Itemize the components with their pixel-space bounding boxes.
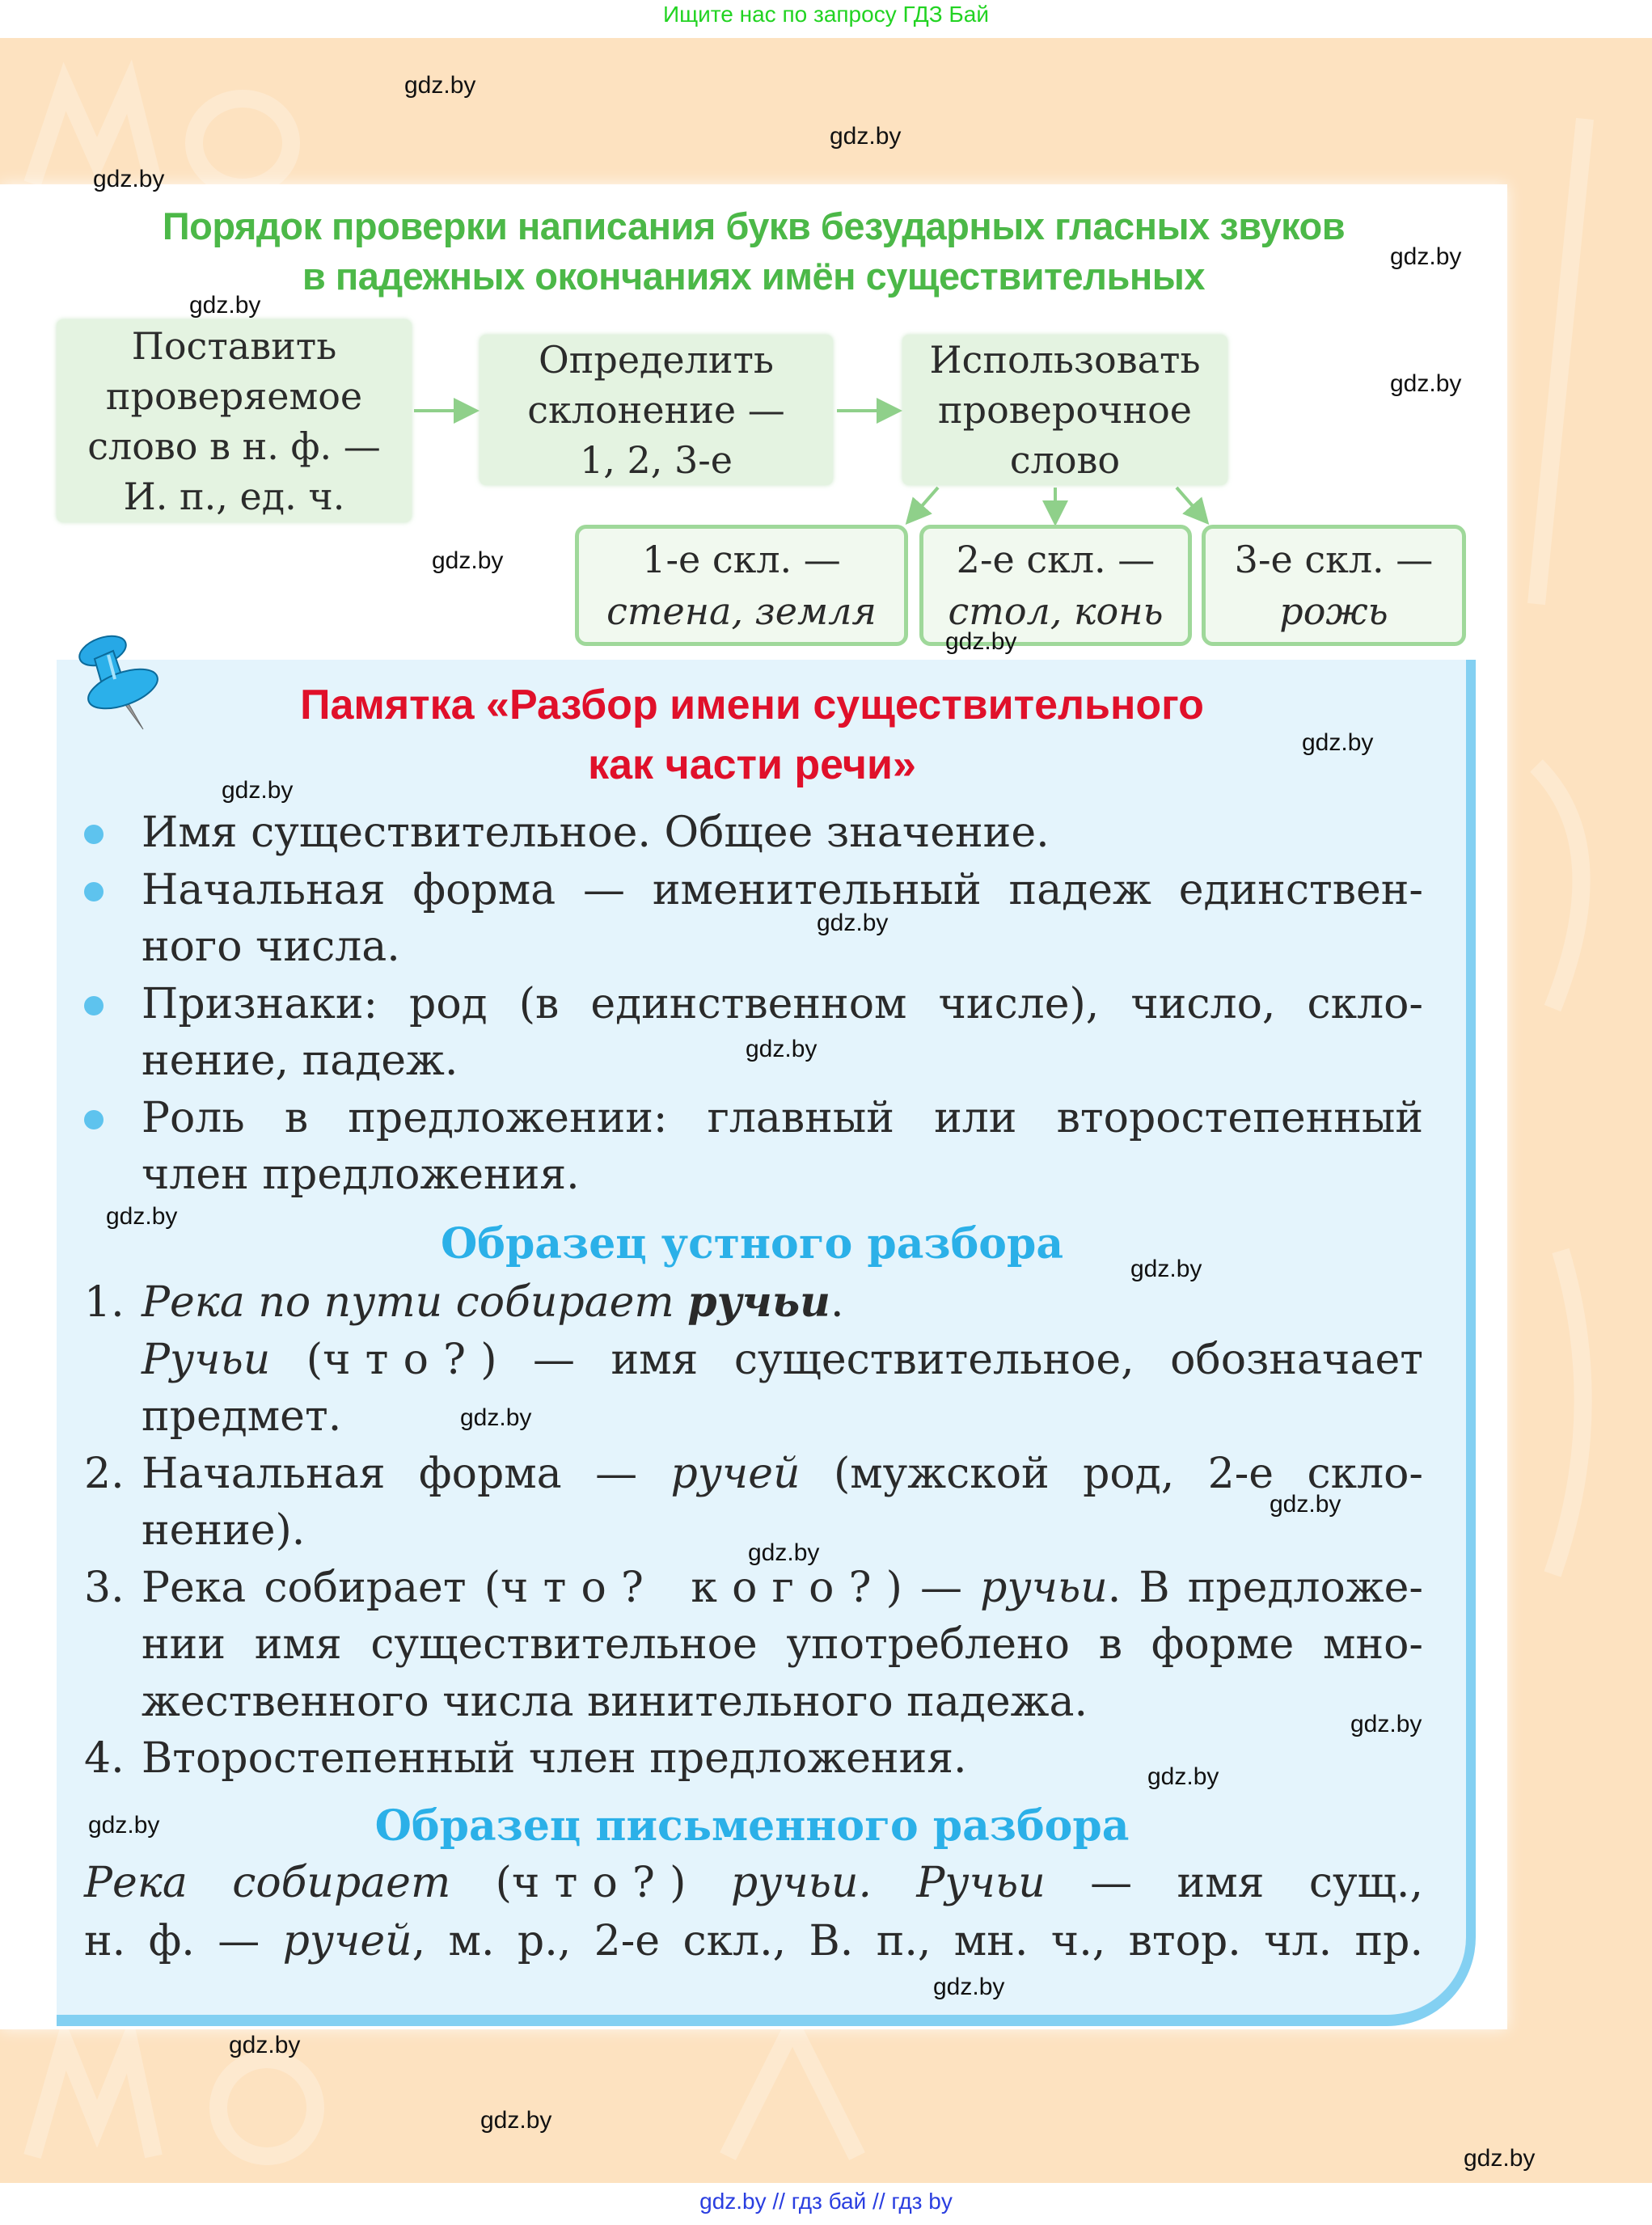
text-segment: Имя существительное. Общее значение. [142,809,1050,857]
watermark: gdz.by [1464,2145,1536,2172]
text-segment: — имя сущ., [1045,1859,1423,1907]
text-segment: что? [323,1335,481,1384]
text-line [0,1332,1423,1389]
watermark: gdz.by [1390,370,1462,397]
text-segment: предмет. [142,1392,342,1441]
watermark: gdz.by [830,123,902,150]
bullet-dot-icon [84,996,104,1015]
text-segment: ручьи [687,1277,830,1327]
text-segment: ) — [885,1563,981,1612]
bullet-dot-icon [84,1110,104,1129]
watermark: gdz.by [933,1974,1005,2000]
text-segment: ручей [282,1917,412,1965]
text-segment: что? кого? [500,1563,886,1612]
declension-label: 1-е скл. — [642,538,841,581]
text-segment: , м. р., 2-е скл., В. п., мн. ч., втор. чл. пр. [412,1917,1423,1965]
flow-step-2-line: Определить [539,338,774,382]
text-segment: Начальная форма — именительный падеж единствен- [142,865,1423,914]
oral-example-list [0,1274,1423,1788]
text-segment: ручей [670,1449,801,1498]
watermark: gdz.by [945,628,1017,655]
text-line [0,1090,1423,1147]
text-line [0,1674,1423,1731]
written-example [0,1854,1423,1970]
text-line [0,804,1423,862]
text-segment: нии имя существительное употреблено в форме мно- [142,1620,1423,1669]
declension-example: рожь [1279,589,1388,633]
flow-step-2-line: 1, 2, 3-е [579,438,733,482]
watermark: gdz.by [189,292,261,319]
watermark: gdz.by [222,777,294,804]
watermark: gdz.by [432,547,504,574]
text-segment: нение). [142,1506,306,1555]
watermark: gdz.by [1302,729,1374,756]
bullet-dot-icon [84,882,104,901]
text-segment: нение, падеж. [142,1037,458,1085]
memo-title-line-2: как части речи» [588,741,916,788]
watermark: gdz.by [1130,1256,1202,1282]
flow-step-3-line: проверочное [937,388,1193,432]
watermark: gdz.by [1390,243,1462,270]
text-segment: ручьи. Ручьи [730,1859,1046,1907]
text-line [0,1616,1423,1674]
flow-step-2-line: склонение — [527,388,785,432]
watermark: gdz.by [748,1539,820,1566]
text-segment: Второстепенный член предложения. [142,1734,967,1783]
watermark: gdz.by [480,2107,552,2134]
text-segment: жественного числа винительного падежа. [142,1677,1088,1726]
text-segment: ) [670,1859,731,1907]
page-title-line-1: Порядок проверки написания букв безударных гласных звуков [162,205,1346,247]
text-line [0,862,1423,919]
memo-title-line-1: Памятка «Разбор имени существительного [300,682,1204,728]
item-number: 2. [84,1449,125,1498]
text-segment: (мужской род, 2-е скло- [800,1449,1423,1498]
text-segment: Роль в предложении: главный или второстепенный [142,1093,1423,1142]
text-segment: Река собирает [84,1859,451,1907]
declension-box-1 [575,525,908,646]
watermark: gdz.by [88,1812,160,1839]
flow-arrows [0,0,1652,550]
text-segment: н. ф. — [84,1917,283,1965]
text-line [0,1388,1423,1446]
flow-step-1-line: проверяемое [105,374,363,418]
text-segment: ) — имя существительное, обозначает [480,1335,1423,1384]
text-line [0,1502,1423,1560]
text-line [0,1560,1423,1617]
text-segment: . [830,1278,844,1327]
watermark: gdz.by [817,910,889,936]
arrow-down-left-icon [910,488,938,520]
text-line [0,1146,1423,1204]
item-number: 4. [84,1734,125,1783]
text-segment: Река собирает ( [142,1563,501,1612]
watermark: gdz.by [746,1036,818,1062]
text-line [0,1912,1423,1970]
text-segment: Признаки: род (в единственном числе), число, скло- [142,979,1423,1028]
declension-example: стол, конь [948,589,1164,633]
footer-links[interactable]: gdz.by // гдз бай // гдз by [699,2189,953,2214]
oral-example-heading: Образец устного разбора [440,1219,1064,1269]
flow-step-1-line: И. п., ед. ч. [123,474,345,518]
arrow-down-right-icon [1177,488,1205,520]
bullet-dot-icon [84,825,104,844]
top-banner: Ищите нас по запросу ГДЗ Бай [662,2,990,27]
text-segment: что? [511,1859,670,1907]
flow-step-3-line: Использовать [929,338,1201,382]
declension-example: стена, земля [606,589,877,633]
text-line [0,1446,1423,1503]
text-segment: Начальная форма — [142,1449,671,1498]
text-segment: ного числа. [142,923,400,971]
watermark: gdz.by [1350,1711,1422,1737]
watermark: gdz.by [93,166,165,192]
text-segment: ( [270,1335,323,1384]
watermark: gdz.by [404,72,476,99]
text-line [0,1274,1423,1332]
item-number: 3. [84,1563,125,1612]
text-line [0,1854,1423,1912]
flow-step-1-line: слово в н. ф. — [87,424,381,468]
watermark: gdz.by [1270,1491,1341,1518]
flow-step-3-line: слово [1009,438,1121,482]
text-line [0,1032,1423,1090]
text-line [0,976,1423,1033]
watermark: gdz.by [1147,1763,1219,1790]
declension-box-3 [1202,525,1466,646]
item-number: 1. [84,1278,125,1327]
watermark: gdz.by [229,2032,301,2058]
text-segment: член предложения. [142,1150,580,1199]
watermark: gdz.by [106,1203,178,1230]
text-segment: Река по пути собирает [142,1278,688,1327]
text-segment: . В предложе- [1107,1563,1423,1612]
memo-bullet-list [0,804,1423,1204]
flow-step-1-line: Поставить [131,323,337,368]
text-segment: Ручьи [142,1335,271,1384]
declension-label: 2-е скл. — [956,538,1156,581]
text-segment: ( [450,1859,512,1907]
written-example-heading: Образец письменного разбора [374,1801,1130,1851]
text-segment: ручьи [980,1563,1108,1612]
page-title-line-2: в падежных окончаниях имён существительных [302,255,1206,298]
declension-label: 3-е скл. — [1234,538,1434,581]
watermark: gdz.by [460,1404,532,1431]
text-line [0,918,1423,976]
